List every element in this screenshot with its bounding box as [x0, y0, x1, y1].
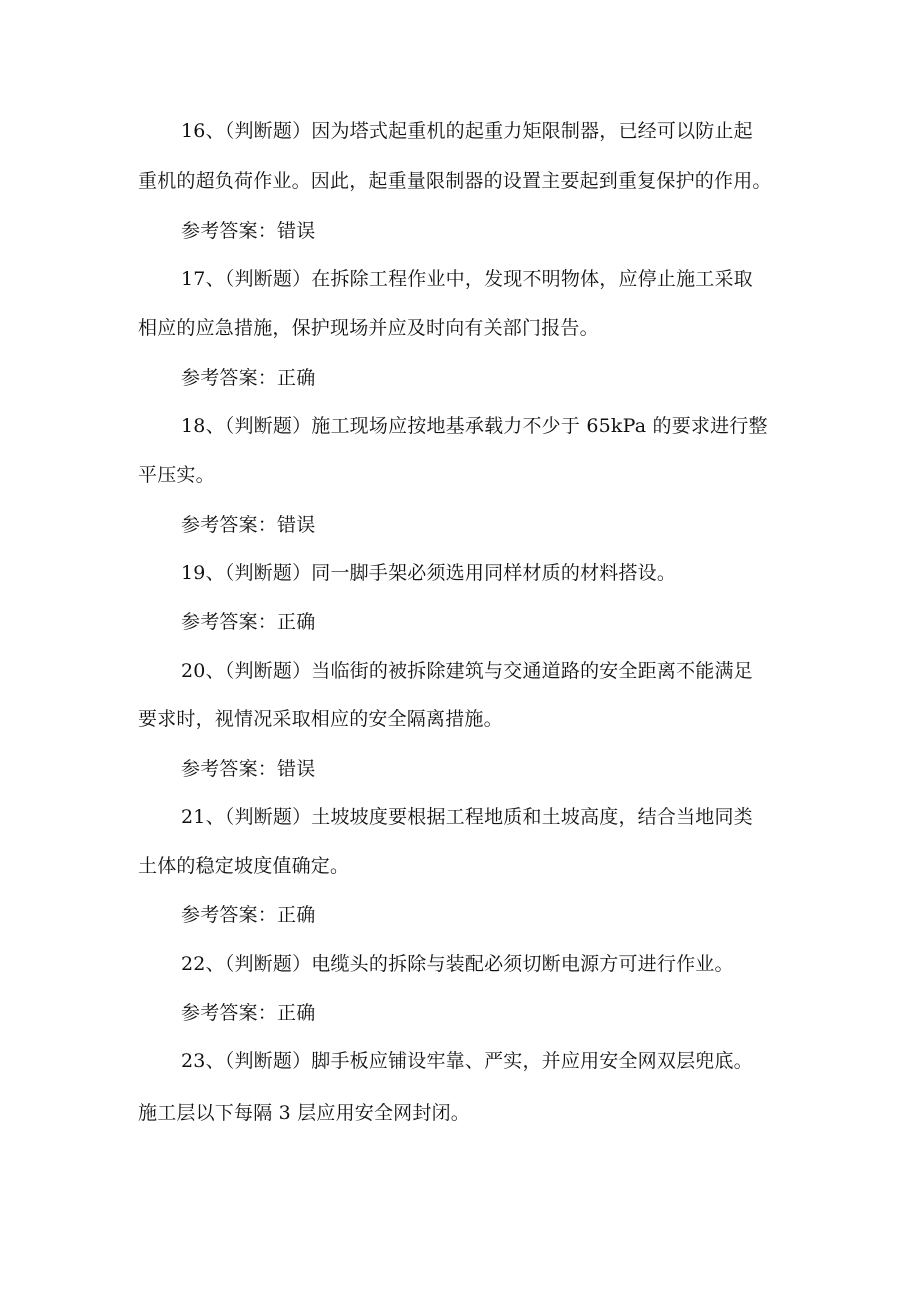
question-17-line-1: 17、（判断题）在拆除工程作业中，发现不明物体，应停止施工采取	[181, 268, 753, 290]
question-21-line-2: 土体的稳定坡度值确定。	[138, 855, 350, 877]
question-16-line-1: 16、（判断题）因为塔式起重机的起重力矩限制器，已经可以防止起	[181, 120, 753, 142]
answer-16: 参考答案：错误	[181, 220, 316, 242]
answer-20: 参考答案：错误	[181, 758, 316, 780]
answer-21: 参考答案：正确	[181, 904, 316, 926]
question-19-line-1: 19、（判断题）同一脚手架必须选用同样材质的材料搭设。	[181, 562, 677, 584]
answer-18: 参考答案：错误	[181, 514, 316, 536]
question-23-line-2: 施工层以下每隔 3 层应用安全网封闭。	[138, 1102, 470, 1124]
question-16-line-2: 重机的超负荷作业。因此，起重量限制器的设置主要起到重复保护的作用。	[138, 170, 772, 192]
answer-22: 参考答案：正确	[181, 1002, 316, 1024]
question-23-line-1: 23、（判断题）脚手板应铺设牢靠、严实，并应用安全网双层兜底。	[181, 1050, 753, 1072]
question-22-line-1: 22、（判断题）电缆头的拆除与装配必须切断电源方可进行作业。	[181, 953, 734, 975]
question-17-line-2: 相应的应急措施，保护现场并应及时向有关部门报告。	[138, 317, 599, 339]
answer-19: 参考答案：正确	[181, 611, 316, 633]
answer-17: 参考答案：正确	[181, 367, 316, 389]
question-20-line-1: 20、（判断题）当临街的被拆除建筑与交通道路的安全距离不能满足	[181, 660, 753, 682]
question-18-line-2: 平压实。	[138, 464, 215, 486]
question-21-line-1: 21、（判断题）土坡坡度要根据工程地质和土坡高度，结合当地同类	[181, 806, 753, 828]
question-20-line-2: 要求时，视情况采取相应的安全隔离措施。	[138, 708, 503, 730]
question-18-line-1: 18、（判断题）施工现场应按地基承载力不少于 65kPa 的要求进行整	[181, 415, 768, 437]
